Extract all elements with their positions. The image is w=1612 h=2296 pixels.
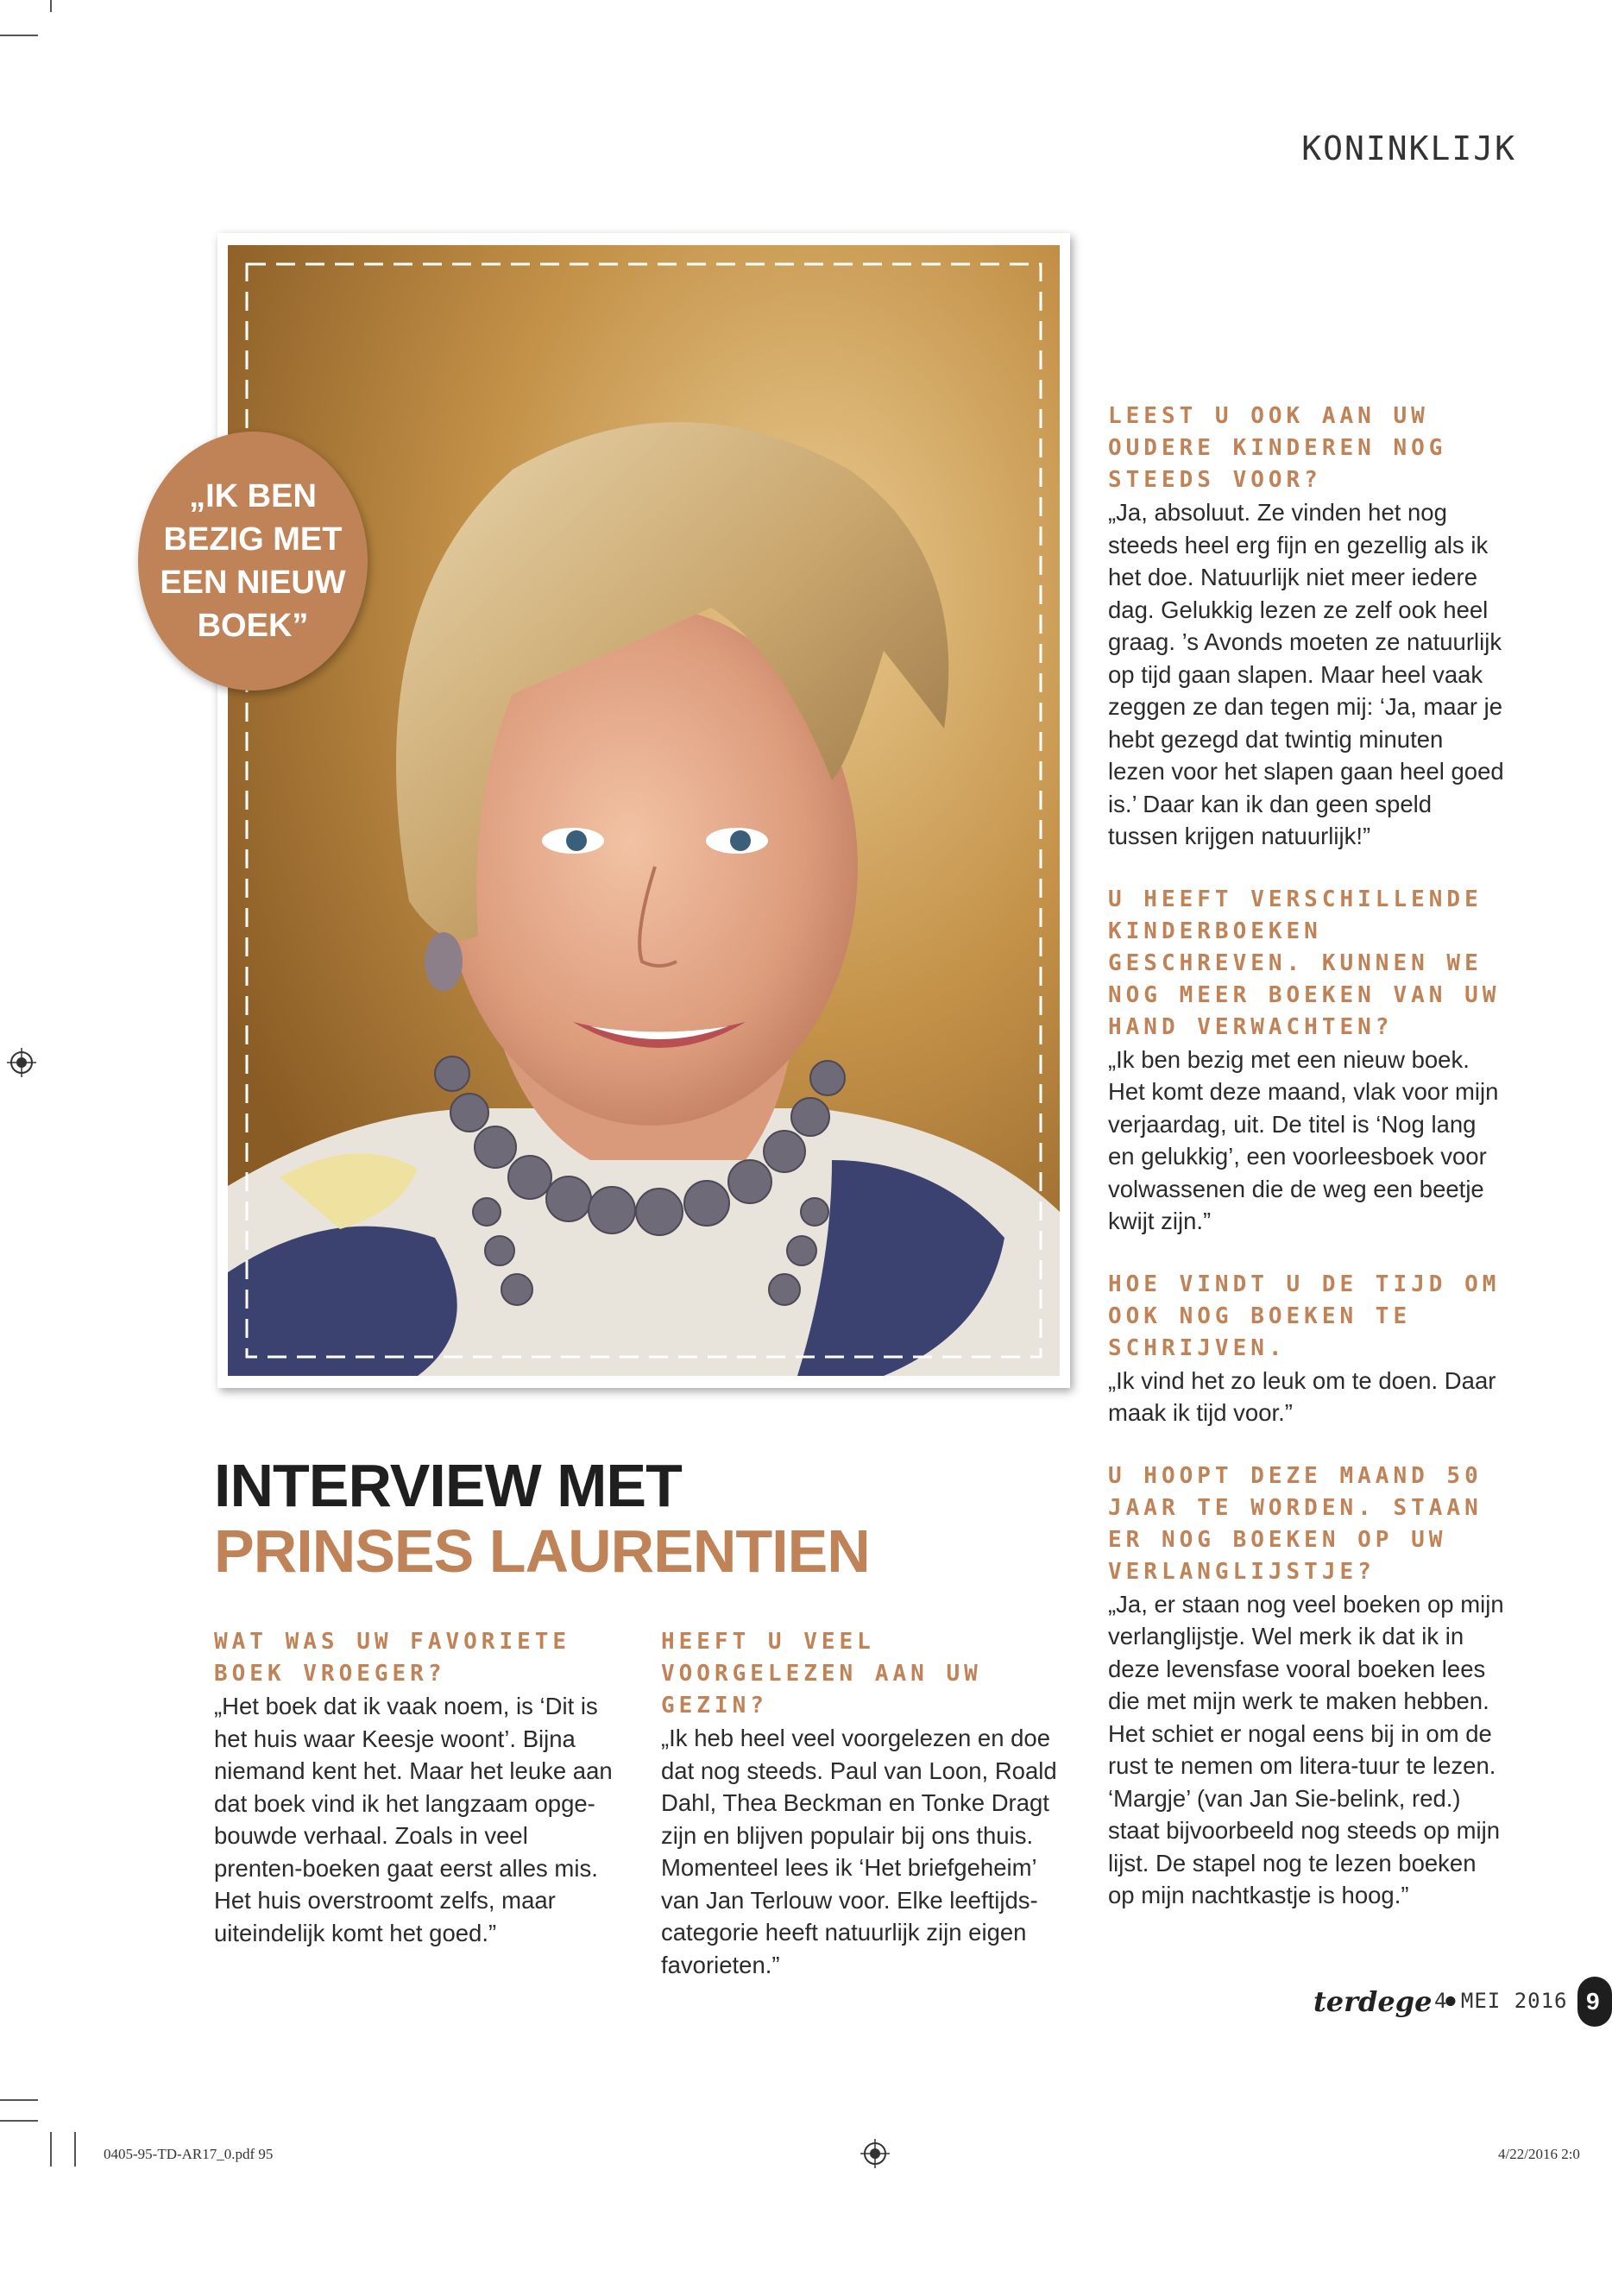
section-label: KONINKLIJK [1301, 129, 1516, 167]
question: WAT WAS UW FAVORIETE BOEK VROEGER? [214, 1629, 571, 1687]
answer: „Ja, er staan nog veel boeken op mijn verlanglijstje. Wel merk ik dat ik in deze levensfase vooral boeken lees die met mijn werk te maken hebben. Het schiet er nogal eens bij in om de rust te nemen om litera-tuur te lezen. ‘Margje’ (van Jan Sie-belink, red.) staat bijvoorbeeld nog steeds op mijn lijst. De stapel nog te lezen boeken op mijn nachtkastje is hoog.” [1108, 1590, 1504, 1908]
pullquote-badge [138, 432, 368, 691]
headline [214, 1453, 870, 1584]
headline-line-1: INTERVIEW MET [214, 1452, 682, 1519]
headline-line-2: PRINSES LAURENTIEN [214, 1517, 870, 1585]
portrait-photo-frame [217, 233, 1070, 1388]
column-left [214, 1626, 620, 1980]
crop-mark [0, 2099, 38, 2101]
question: HOE VINDT U DE TIJD OM OOK NOG BOEKEN TE SCHRIJVEN. [1108, 1271, 1501, 1361]
crop-mark [0, 2120, 38, 2122]
question: U HEEFT VERSCHILLENDE KINDERBOEKEN GESCHREVEN. KUNNEN WE NOG MEER BOEKEN VAN UW HAND VERWACHTEN? [1108, 886, 1501, 1040]
answer: „Ja, absoluut. Ze vinden het nog steeds heel erg fijn en gezellig als ik het doe. Natuurlijk niet meer iedere dag. Gelukkig lezen ze zelf ook heel graag. ’s Avonds moeten ze natuurlijk op tijd gaan slapen. Maar heel vaak zeggen ze dan tegen mij: ‘Ja, maar je hebt gezegd dat twintig minuten lezen voor het slapen gaan heel goed is.’ Daar kan ik dan geen speld tussen krijgen natuurlijk!” [1108, 499, 1504, 849]
print-slug-timestamp: 4/22/2016 2:0 [1498, 2146, 1580, 2162]
answer: „Ik heb heel veel voorgelezen en doe dat nog steeds. Paul van Loon, Roald Dahl, Thea Beckman en Tonke Dragt zijn en blijven populair bij ons thuis. Momenteel lees ik ‘Het briefgeheim’ van Jan Terlouw voor. Elke leeftijds-categorie heeft natuurlijk zijn eigen favorieten.” [661, 1725, 1057, 1978]
answer: „Ik vind het zo leuk om te doen. Daar maak ik tijd voor.” [1108, 1366, 1496, 1426]
question: LEEST U OOK AAN UW OUDERE KINDEREN NOG STEEDS VOOR? [1108, 403, 1447, 493]
column-right [1108, 401, 1505, 1943]
question: U HOOPT DEZE MAAND 50 JAAR TE WORDEN. STAAN ER NOG BOEKEN OP UW VERLANGLIJSTJE? [1108, 1462, 1483, 1585]
crop-mark [0, 35, 38, 36]
crop-mark [74, 2132, 76, 2167]
answer: „Ik ben bezig met een nieuw boek. Het komt deze maand, vlak voor mijn verjaardag, uit. De titel is ‘Nog lang en gelukkig’, een voorleesboek voor volwassenen die de weg een beetje kwijt zijn.” [1108, 1045, 1499, 1234]
answer: „Het boek dat ik vaak noem, is ‘Dit is het huis waar Keesje woont’. Bijna niemand kent het. Maar het leuke aan dat boek vind ik het langzaam opge-bouwde verhaal. Zoals in veel prenten-boeken gaat eerst alles mis. Het huis overstroomt zelfs, maar uiteindelijk komt het goed.” [214, 1693, 613, 1946]
portrait-photo [228, 245, 1060, 1376]
page-number-tab: 9 [1577, 1977, 1612, 2027]
crop-mark [50, 2132, 52, 2167]
registration-mark-icon [7, 1048, 36, 1077]
column-middle [661, 1626, 1068, 2012]
registration-mark-icon [860, 2139, 890, 2168]
pullquote-text: „IK BEN BEZIG MET EEN NIEUW BOEK” [160, 478, 346, 644]
issue-date: 4 MEI 2016 [1434, 1989, 1568, 2013]
portrait-illustration [228, 245, 1060, 1376]
question: HEEFT U VEEL VOORGELEZEN AAN UW GEZIN? [661, 1629, 982, 1719]
magazine-brand: terdege • [1313, 1985, 1460, 2018]
crop-mark [50, 0, 52, 12]
print-slug-file: 0405-95-TD-AR17_0.pdf 95 [104, 2146, 274, 2162]
